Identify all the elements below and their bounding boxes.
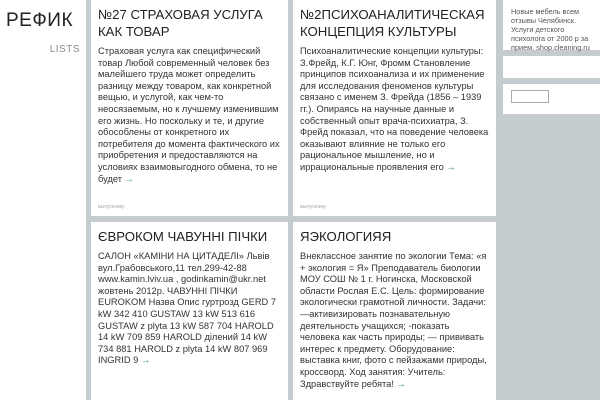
article-footer[interactable]: выпускнику	[98, 204, 125, 210]
ad-link[interactable]: shop.cleaning.ru	[536, 43, 590, 52]
article-card[interactable]	[293, 0, 496, 216]
article-footer[interactable]: выпускнику	[300, 204, 327, 210]
read-more-arrow-icon[interactable]: →	[140, 355, 151, 366]
site-logo[interactable]: РЕФИК	[6, 10, 74, 31]
search-input[interactable]	[511, 90, 549, 103]
read-more-arrow-icon[interactable]: →	[446, 161, 456, 172]
sidebar-search-block	[503, 84, 600, 114]
article-title[interactable]: №2ПСИХОАНАЛИТИЧЕСКАЯ КОНЦЕПЦИЯ КУЛЬТУРЫ	[300, 7, 485, 39]
article-title[interactable]: ЯЭКОЛОГИЯЯ	[300, 229, 392, 244]
sidebar-ad[interactable]	[503, 0, 600, 50]
left-panel	[0, 0, 86, 400]
article-card[interactable]	[91, 0, 288, 216]
article-card[interactable]	[293, 222, 496, 400]
article-card[interactable]	[91, 222, 288, 400]
article-excerpt: САЛОН «КАМІНИ НА ЦИТАДЕЛІ» Львів вул.Грабовського,11 тел.299-42-88 www.kamin.lviv.ua , godinkamin@ukr.net жовтень 2012р. ЧАВУННІ ПІЧКИ EUROKOM Назва Опис гуртрозд GERD 7 kW 342 410 GUSTAW 13 kW 513 616 GUSTAW z plyta 13 kW 587 704 HAROLD 14 kW 709 859 HAROLD ділений 14 kW 734 881 HAROLD z plyta 14 kW 807 969 INGRID 9 →	[98, 251, 277, 366]
nav-lists-link[interactable]: LISTS	[49, 44, 80, 55]
ad-text: Новые мебель всем отзывы Челябинск. Услуги детского психолога от 2000 р за прием. shop.cleaning.ru	[511, 7, 590, 52]
article-excerpt: Страховая услуга как специфический товар Любой современный человек без малейшего труда может определить разницу между товаром, как конкретной вещью, и услугой, как чем-то неосязаемым, но к лучшему изменившим его жизнь. Но поскольку и те, и другие обособлены от конкретного их потребителя до момента фактического их приобретения и предоставляются на условиях взаимовыгодного обмена, то не будет →	[98, 46, 280, 184]
article-excerpt: Психоаналитические концепции культуры: З.Фрейд, К.Г. Юнг, Фромм Становление принципов психоанализа и их применение для исследования феноменов культуры связано с именем З. Фрейда (1856 – 1939 гг.). Опираясь на научные данные и собственный опыт врача-психиатра, З. Фрейд показал, что на поведение человека оказывают влияние не только его рациональное мышление, но и иррациональные проявления его →	[300, 46, 489, 172]
article-title[interactable]: ЄВРОКОМ ЧАВУННІ ПІЧКИ	[98, 229, 268, 244]
read-more-arrow-icon[interactable]: →	[396, 378, 406, 389]
sidebar-block	[503, 56, 600, 78]
article-excerpt: Внеклассное занятие по экологии Тема: «я + экология = Я» Преподаватель биологии МОУ СОШ № 1 г. Ногинска, Московской области Рослая Е.С. Цель: формирование экологически грамотной личности. Задачи: —активизировать познавательную деятельность учащихся; -показать человека как часть природы; — прививать интерес к предмету. Оборудование: выставка книг, фото с пейзажами природы, кроссворд. Ход занятия: Учитель: Здравствуйте ребята! →	[300, 251, 487, 389]
read-more-arrow-icon[interactable]: →	[124, 173, 134, 184]
article-title[interactable]: №27 СТРАХОВАЯ УСЛУГА КАК ТОВАР	[98, 7, 263, 39]
